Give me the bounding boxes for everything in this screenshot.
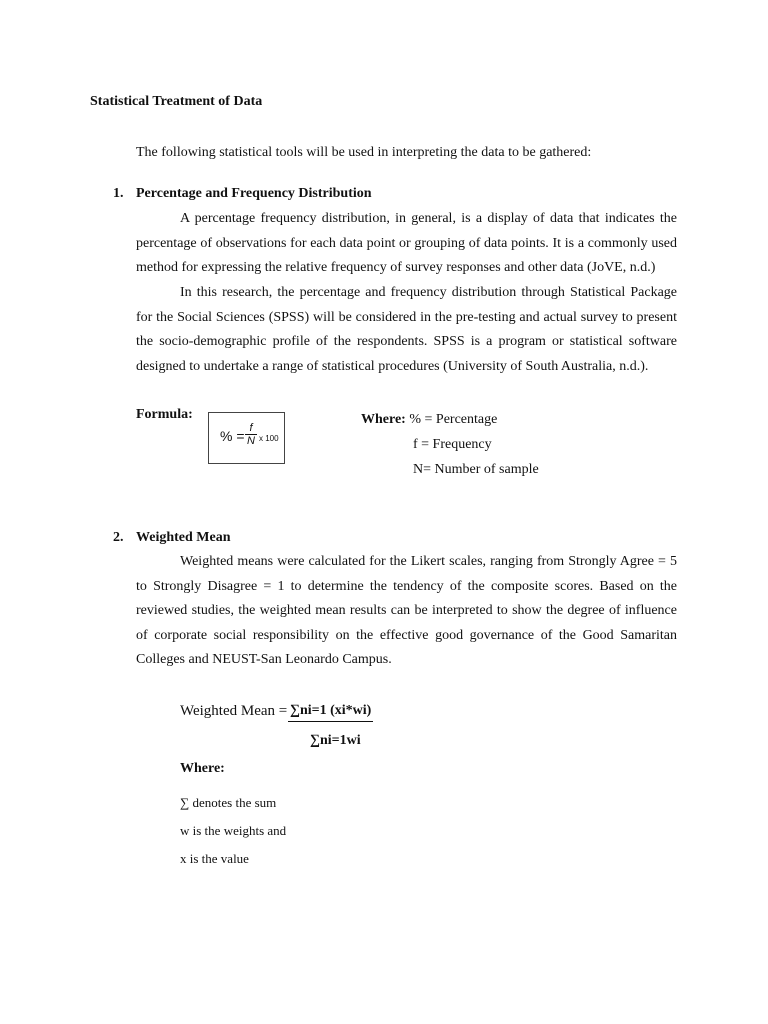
where-item-sample: N= Number of sample: [413, 462, 539, 477]
weighted-mean-numerator: ∑ni=1 (xi*wi): [288, 703, 373, 722]
page-heading: Statistical Treatment of Data: [90, 94, 263, 109]
formula-percent-sign: % =: [220, 428, 245, 444]
formula-denominator: N: [247, 435, 255, 447]
section-1-title-text: Percentage and Frequency Distribution: [136, 186, 372, 201]
section-2-title: [113, 530, 231, 546]
section-1-paragraph-1: A percentage frequency distribution, in general, is a display of data that indicates the percentage of observations for each data point or grouping of data points. It is a commonly used method for expressing the relative frequency of survey responses and other data (JoVE, n.d.): [136, 211, 677, 275]
intro-text: The following statistical tools will be used in interpreting the data to be gathered:: [136, 145, 592, 160]
weighted-mean-denominator: ∑ni=1wi: [310, 733, 361, 748]
section-2-title-text: Weighted Mean: [136, 530, 231, 545]
section-1-number: 1.: [113, 186, 124, 201]
definition-weights: w is the weights and: [180, 823, 287, 838]
formula-where-block: [361, 407, 539, 482]
formula-fraction: [245, 422, 257, 447]
formula-numerator: f: [245, 422, 257, 435]
percentage-formula-box: [208, 412, 285, 464]
where-item-percentage: % = Percentage: [409, 412, 498, 427]
formula-label: Formula:: [136, 407, 193, 422]
section-2-number: 2.: [113, 530, 124, 545]
definition-sum: ∑ denotes the sum: [180, 795, 277, 810]
definition-value: x is the value: [180, 851, 249, 866]
section-2-paragraph: Weighted means were calculated for the Likert scales, ranging from Strongly Agree = 5 to Strongly Disagree = 1 to determine the tendency of the composite scores. Based on the reviewed studies, the weighted mean results can be interpreted to show the degree of influence of corporate social responsibility on the effective good governance of the Good Samaritan Colleges and NEUST-San Leonardo Campus.: [136, 554, 677, 667]
where-label: Where:: [361, 412, 406, 427]
formula-multiplier: x 100: [259, 434, 279, 443]
weighted-mean-definitions: [180, 789, 286, 873]
weighted-mean-where-label: Where:: [180, 761, 225, 776]
weighted-mean-label: Weighted Mean =: [180, 703, 288, 719]
section-1-paragraph-2: In this research, the percentage and frequency distribution through Statistical Package for the Social Sciences (SPSS) will be considered in the pre-testing and actual survey to present the socio-demographic profile of the respondents. SPSS is a program or statistical software designed to undertake a range of statistical procedures (University of South Australia, n.d.).: [136, 285, 677, 374]
section-1-title: [113, 186, 372, 202]
where-item-frequency: f = Frequency: [413, 437, 492, 452]
